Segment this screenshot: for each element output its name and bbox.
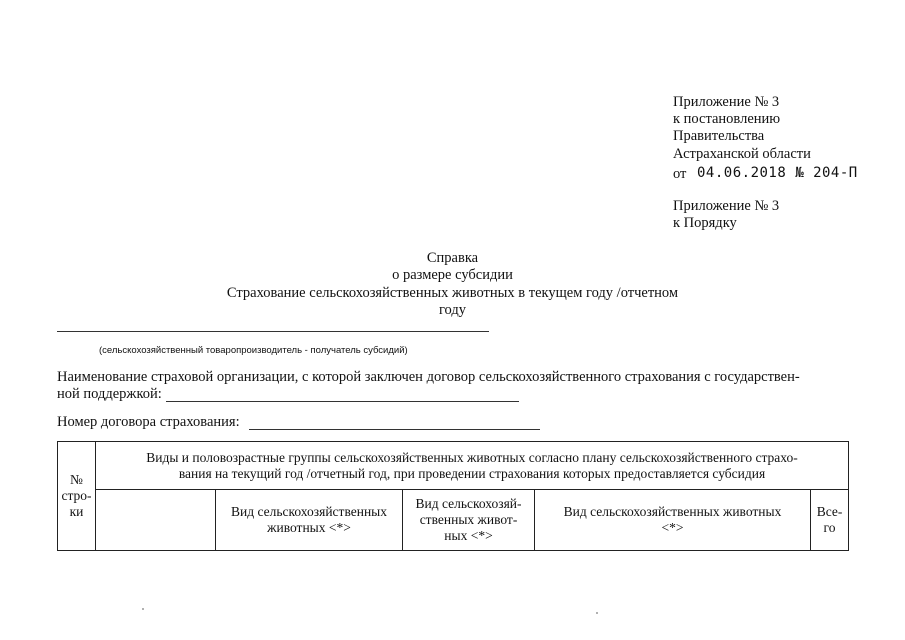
appendix-line-5: Приложение № 3 [673, 198, 780, 214]
appendix-line-3: Правительства [673, 128, 765, 144]
row-number-header: № стро- ки [58, 442, 96, 551]
title-line-1: Справка [426, 250, 479, 266]
scan-speck [142, 608, 144, 610]
animal-groups-header: Виды и половозрастные группы сельскохозяйственных животных согласно плану сельскохозяйственного страхо- вания на текущий год /отчетный год, при проведении страхования которых предоставляется субсидия [96, 442, 849, 490]
insurer-fill-line [166, 401, 519, 402]
title-line-4: году [438, 302, 467, 318]
total-header: Все- го [811, 490, 849, 551]
appendix-date-prefix: от [673, 166, 687, 182]
insurer-label-line-2: ной поддержкой: [57, 386, 162, 402]
appendix-line-4: Астраханской области [673, 146, 811, 162]
appendix-line-2: к постановлению [673, 111, 781, 127]
blank-header-cell [96, 490, 216, 551]
insurer-label-line-1: Наименование страховой организации, с которой заключен договор сельскохозяйственного страхования с государствен- [57, 369, 800, 385]
producer-fill-line [57, 331, 489, 332]
subsidy-table [57, 441, 849, 551]
appendix-date-stamp: 04.06.2018 № 204-П [697, 165, 858, 181]
animal-type-header-3: Вид сельскохозяйственных животных <*> [535, 490, 811, 551]
appendix-line-1: Приложение № 3 [673, 94, 780, 110]
title-line-2: о размере субсидии [392, 267, 513, 283]
appendix-line-6: к Порядку [673, 215, 737, 231]
contract-fill-line [249, 429, 540, 430]
scan-speck [596, 612, 598, 614]
animal-type-header-2: Вид сельскохозяй- ственных живот- ных <*> [403, 490, 535, 551]
producer-caption: (сельскохозяйственный товаропроизводитель - получатель субсидий) [99, 345, 408, 356]
contract-label: Номер договора страхования: [57, 414, 240, 430]
title-line-3: Страхование сельскохозяйственных животных в текущем году /отчетном [226, 285, 679, 301]
animal-type-header-1: Вид сельскохозяйственных животных <*> [216, 490, 403, 551]
